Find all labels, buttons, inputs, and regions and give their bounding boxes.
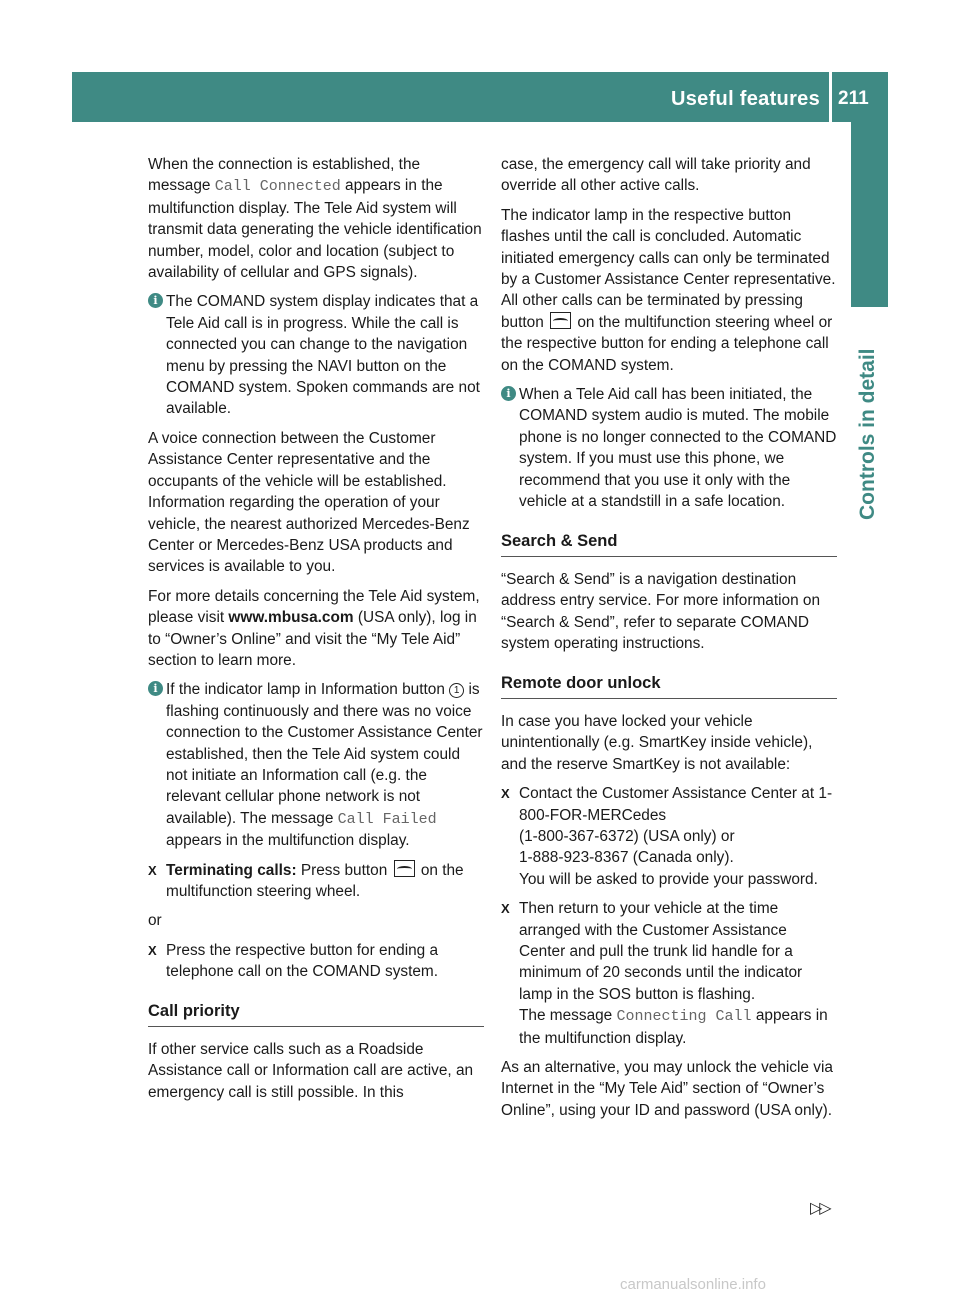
- paragraph: case, the emergency call will take priority and override all other active calls.: [501, 156, 811, 195]
- instruction-step: X Contact the Customer Assistance Center at 1-800-FOR-MERCedes (1-800-367-6372) (USA only) or 1-888-923-8367 (Canada only). You will be asked to provide your password.: [501, 785, 833, 888]
- left-column: [148, 154, 484, 1111]
- continued-icon: ▷▷: [810, 1200, 829, 1217]
- paragraph: When the connection is established, the message Call Connected appears in the multifunction display. The Tele Aid system will transmit data generating the vehicle identification number, model, color and location (subject to availability of cellular and GPS signals).: [148, 156, 482, 282]
- callout-number-icon: 1: [449, 683, 464, 698]
- paragraph: The indicator lamp in the respective button flashes until the call is concluded. Automatic initiated emergency calls can only be terminated by a Customer Assistance Center representative. All other calls can be terminated by pressing button on the multifunction steering wheel or the respective button for ending a telephone call on the COMAND system.: [501, 206, 836, 374]
- or-text: or: [148, 912, 162, 930]
- side-tab: [851, 122, 888, 307]
- hang-up-key-icon: [550, 312, 571, 329]
- paragraph: As an alternative, you may unlock the vehicle via Internet in the “My Tele Aid” section of “Owner’s Online”, using your ID and password (USA only).: [501, 1059, 833, 1119]
- info-icon: i: [148, 681, 163, 696]
- section-title: Useful features: [671, 88, 820, 110]
- paragraph: For more details concerning the Tele Aid system, please visit www.mbusa.com (USA only), log in to “Owner’s Online” and visit the “My Tele Aid” section to learn more.: [148, 587, 480, 669]
- info-icon: i: [148, 293, 163, 308]
- heading-search-send: Search & Send: [501, 531, 837, 557]
- instruction-step: X Terminating calls: Press button on the multifunction steering wheel.: [148, 861, 464, 900]
- right-column: [501, 154, 837, 1129]
- instruction-step: X Press the respective button for ending a telephone call on the COMAND system.: [148, 941, 439, 981]
- watermark: carmanualsonline.info: [620, 1276, 766, 1293]
- heading-call-priority: Call priority: [148, 1001, 484, 1027]
- side-tab-label: Controls in detail: [856, 348, 879, 520]
- paragraph: If other service calls such as a Roadside Assistance call or Information call are active, an emergency call is still possible. In this: [148, 1041, 474, 1101]
- header-separator: [829, 72, 832, 122]
- paragraph: In case you have locked your vehicle unintentionally (e.g. SmartKey inside vehicle), and the reserve SmartKey is not available:: [501, 712, 813, 773]
- step-arrow-icon: X: [148, 942, 157, 958]
- heading-remote-door-unlock: Remote door unlock: [501, 673, 837, 699]
- display-message: Call Failed: [337, 810, 437, 828]
- info-note: i If the indicator lamp in Information button 1 is flashing continuously and there was no voice connection to the Customer Assistance Center established, then the Tele Aid system could not initiate an Information call (e.g. the relevant cellular phone network is not available). The message Call Failed appears in the multifunction display.: [148, 679, 484, 851]
- display-message: Call Connected: [214, 178, 341, 196]
- page-number: 211: [838, 88, 869, 109]
- step-arrow-icon: X: [148, 862, 157, 878]
- step-arrow-icon: X: [501, 786, 510, 802]
- instruction-step: X Then return to your vehicle at the time arranged with the Customer Assistance Center and pull the trunk lid handle for a minimum of 20 seconds until the indicator lamp in the SOS button is flashing. The message Connecting Call appears in the multifunction display.: [501, 900, 828, 1047]
- info-note: i When a Tele Aid call has been initiated, the COMAND system audio is muted. The mobile phone is no longer connected to the COMAND system. If you must use this phone, we recommend that you use it only with the vehicle at a standstill in a safe location.: [501, 384, 837, 512]
- paragraph: “Search & Send” is a navigation destination address entry service. For more information on “Search & Send”, refer to separate COMAND system operating instructions.: [501, 570, 821, 653]
- info-icon: i: [501, 386, 516, 401]
- step-arrow-icon: X: [501, 901, 510, 917]
- display-message: Connecting Call: [616, 1008, 752, 1026]
- website-link[interactable]: www.mbusa.com: [228, 609, 354, 627]
- paragraph: A voice connection between the Customer Assistance Center representative and the occupants of the vehicle will be established. Information regarding the operation of your vehicle, the nearest authorized Mercedes-Benz Center or Mercedes-Benz USA products and services is available to you.: [148, 429, 470, 576]
- hang-up-key-icon: [394, 860, 415, 877]
- info-note: i The COMAND system display indicates that a Tele Aid call is in progress. While the call is connected you can change to the navigation menu by pressing the NAVI button on the COMAND system. Spoken commands are not available.: [148, 291, 484, 419]
